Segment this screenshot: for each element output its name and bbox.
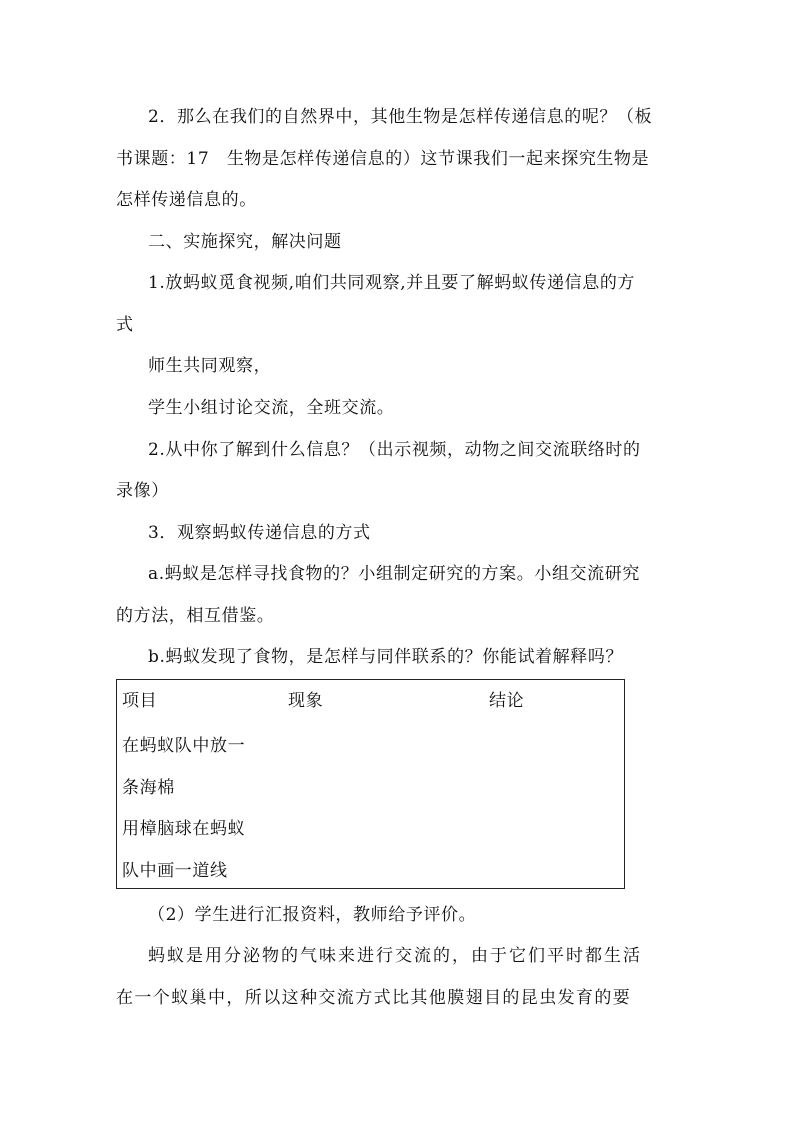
paragraph-intro-line-1: 2．那么在我们的自然界中，其他生物是怎样传递信息的呢？（板	[148, 107, 653, 127]
report-line: （2）学生进行汇报资料，教师给予评价。	[148, 905, 477, 925]
table-header-item: 项目	[122, 691, 158, 711]
table-header-phenomenon: 现象	[288, 691, 324, 711]
item-a-line-2: 的方法，相互借鉴。	[116, 606, 275, 626]
discuss-line: 学生小组讨论交流，全班交流。	[148, 398, 395, 418]
paragraph-intro-line-2: 书课题：17 生物是怎样传递信息的）这节课我们一起来探究生物是	[116, 149, 650, 169]
item-b-line: b.蚂蚁发现了食物，是怎样与同伴联系的？你能试着解释吗？	[148, 647, 624, 667]
step-1-line-1: 1.放蚂蚁觅食视频,咱们共同观察,并且要了解蚂蚁传递信息的方	[148, 273, 636, 293]
item-a-line-1: a.蚂蚁是怎样寻找食物的？小组制定研究的方案。小组交流研究	[148, 564, 640, 584]
step-3-heading: 3．观察蚂蚁传递信息的方式	[148, 523, 371, 543]
observation-table	[116, 679, 625, 889]
table-row-2-line-2: 队中画一道线	[122, 861, 228, 881]
table-row-1-line-1: 在蚂蚁队中放一	[122, 736, 246, 756]
step-2-line-1: 2.从中你了解到什么信息？（出示视频，动物之间交流联络时的	[148, 440, 641, 460]
step-2-line-2: 录像）	[116, 481, 169, 501]
final-paragraph-line-1: 蚂蚁是用分泌物的气味来进行交流的，由于它们平时都生活	[148, 946, 642, 966]
observe-line: 师生共同观察，	[148, 356, 272, 376]
final-paragraph-line-2: 在一个蚁巢中，所以这种交流方式比其他膜翅目的昆虫发育的要	[116, 988, 632, 1008]
paragraph-intro-line-3: 怎样传递信息的。	[116, 190, 257, 210]
table-header-conclusion: 结论	[489, 691, 525, 711]
table-row-1-line-2: 条海棉	[122, 778, 175, 798]
table-row-2-line-1: 用樟脑球在蚂蚁	[122, 819, 246, 839]
section-heading: 二、实施探究，解决问题	[148, 232, 342, 252]
step-1-line-2: 式	[116, 315, 134, 335]
